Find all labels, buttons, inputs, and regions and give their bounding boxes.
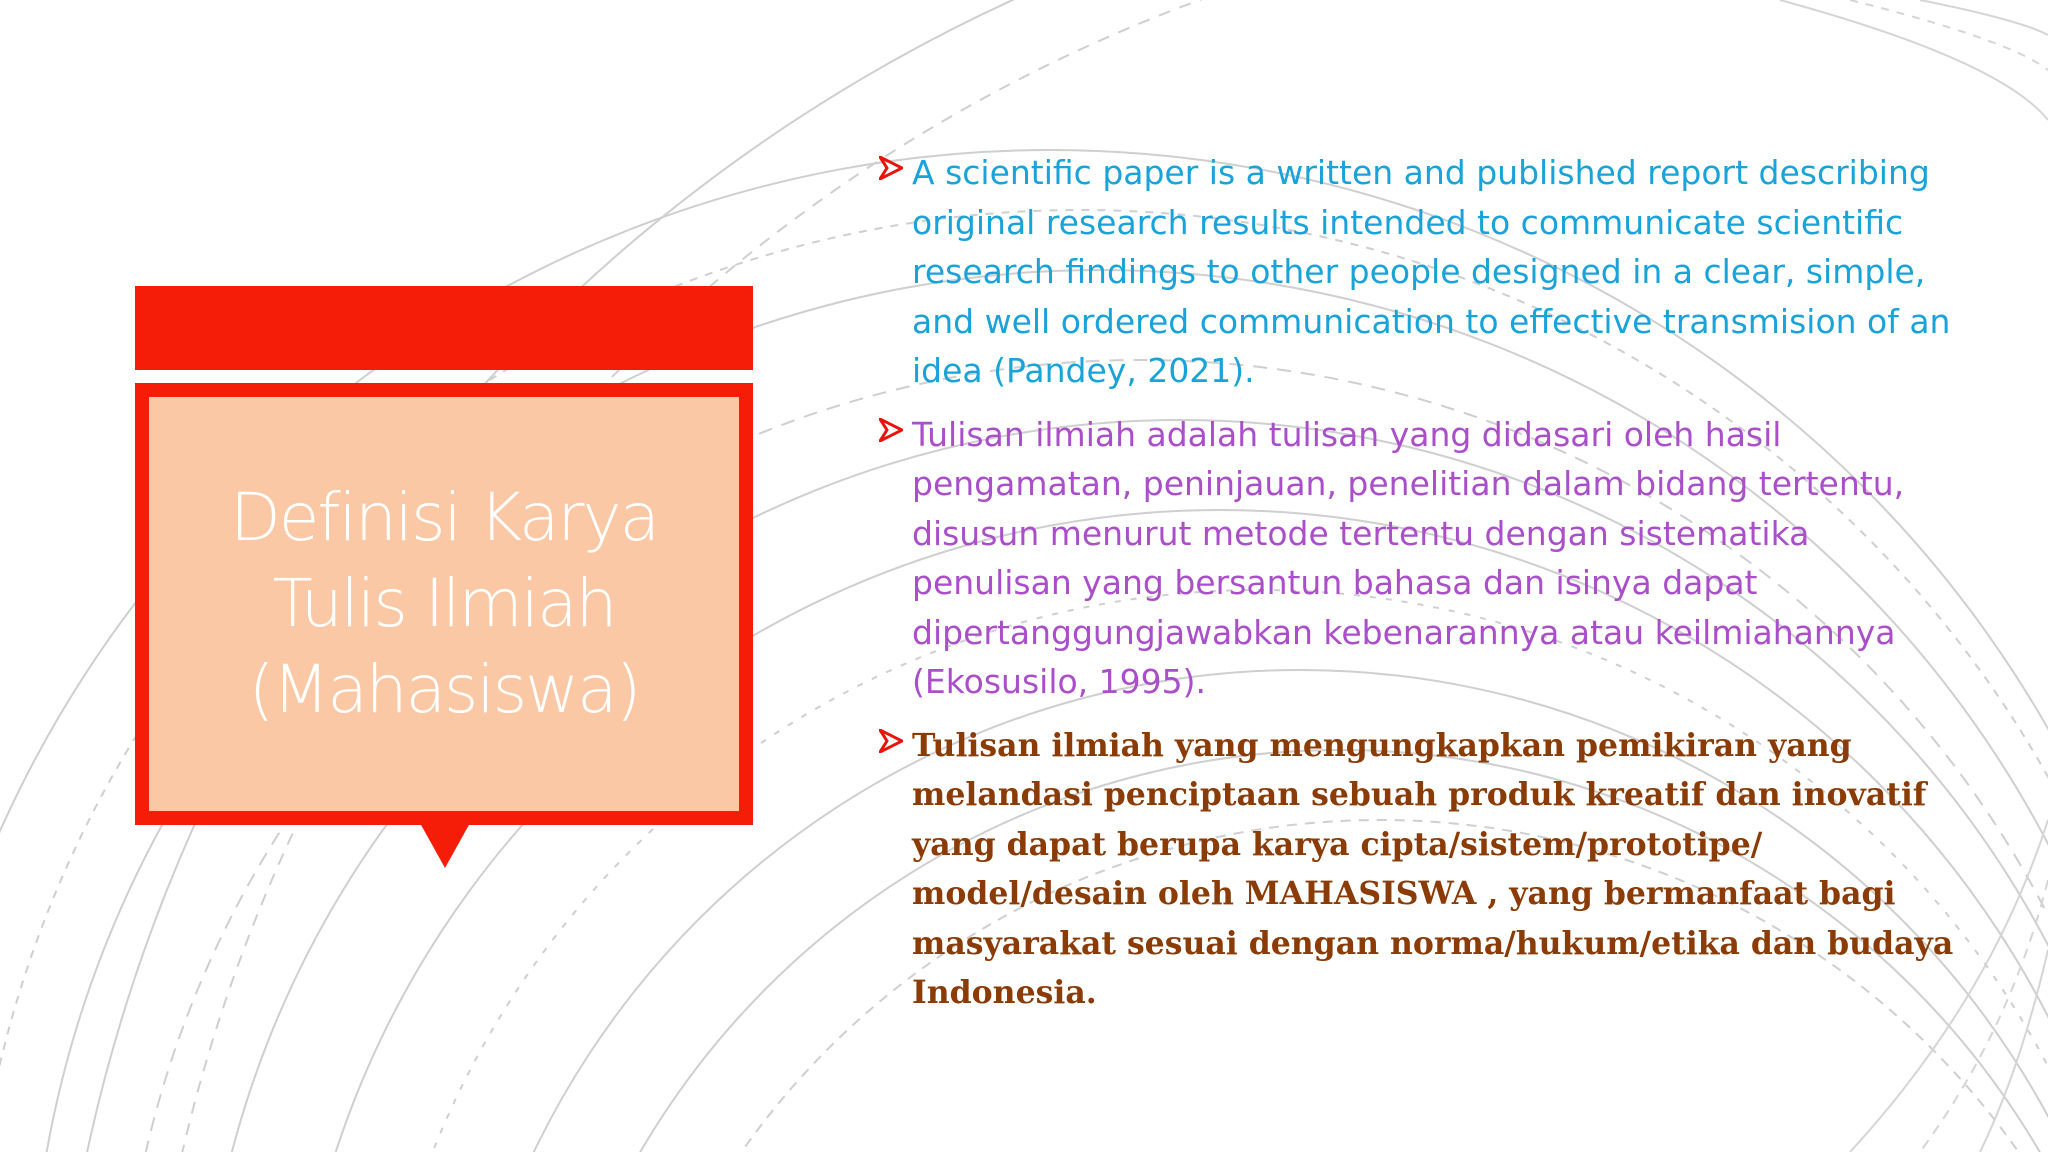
bullet-text: A scientific paper is a written and published report describing original research results intended to communicate scientific research findings to other people designed in a clear, simple, and well ordered communication to effective transmision of an idea (Pandey, 2021).: [912, 153, 1951, 390]
bullet-list: [875, 148, 1955, 1032]
arrowhead-bullet-icon: [879, 729, 903, 753]
title-box: [135, 383, 753, 825]
bullet-item-definition-english: [875, 148, 1955, 396]
slide-title: Definisi Karya Tulis Ilmiah (Mahasiswa): [229, 479, 659, 728]
title-box-pointer: [420, 823, 470, 868]
bullet-item-definition-indonesian: [875, 410, 1955, 707]
bullet-text: Tulisan ilmiah adalah tulisan yang didasari oleh hasil pengamatan, peninjauan, penelitian dalam bidang tertentu, disusun menurut metode tertentu dengan sistematika penulisan yang bersantun bahasa dan isinya dapat dipertanggungjawabkan kebenarannya atau keilmiahannya (Ekosusilo, 1995).: [912, 414, 1905, 701]
bullet-item-definition-student: [875, 721, 1955, 1018]
arrowhead-bullet-icon: [879, 418, 903, 442]
arrowhead-bullet-icon: [879, 156, 903, 180]
bullet-text: Tulisan ilmiah yang mengungkapkan pemikiran yang melandasi penciptaan sebuah produk kreatif dan inovatif yang dapat berupa karya cipta/sistem/prototipe/ model/desain oleh MAHASISWA , yang bermanfaat bagi masyarakat sesuai dengan norma/hukum/etika dan budaya Indonesia.: [912, 726, 1954, 1011]
title-accent-bar: [135, 286, 753, 370]
